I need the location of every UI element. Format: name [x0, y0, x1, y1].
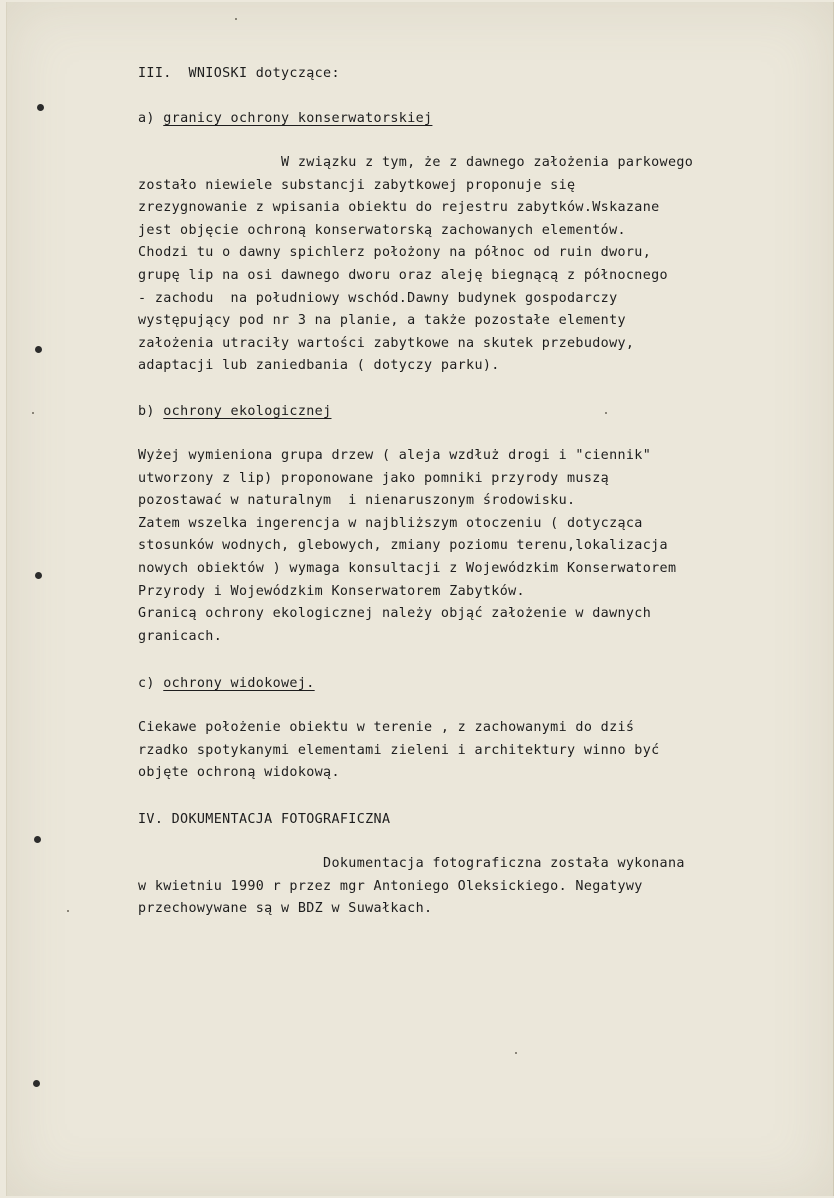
text-line: nowych obiektów ) wymaga konsultacji z Wojewódzkim Konserwatorem	[138, 560, 677, 576]
text-line: Granicą ochrony ekologicznej należy objąć założenie w dawnych	[138, 606, 652, 622]
text-line: grupę lip na osi dawnego dworu oraz aleję biegnącą z północnego	[138, 267, 668, 283]
binder-hole	[35, 346, 42, 353]
text-line: Zatem wszelka ingerencja w najbliższym otoczeniu ( dotycząca	[138, 515, 643, 531]
text-line: adaptacji lub zaniedbania ( dotyczy parku).	[138, 358, 500, 374]
subsection-a-prefix: a)	[138, 111, 164, 126]
text-line: jest objęcie ochroną konserwatorską zachowanych elementów.	[138, 222, 626, 238]
section-iv-heading: IV. DOKUMENTACJA FOTOGRAFICZNA	[138, 812, 391, 827]
document-page	[6, 2, 834, 1196]
paper-speck	[32, 412, 34, 414]
paper-speck	[515, 1052, 517, 1054]
subsection-b-body	[138, 445, 676, 648]
paper-speck	[67, 910, 69, 912]
text-line: zostało niewiele substancji zabytkowej proponuje się	[138, 177, 576, 193]
subsection-a-heading	[138, 108, 432, 131]
text-line: założenia utraciły wartości zabytkowe na skutek przebudowy,	[138, 335, 635, 351]
text-line: - zachodu na południowy wschód.Dawny budynek gospodarczy	[138, 290, 618, 306]
subsection-b-label: ochrony ekologicznej	[163, 404, 332, 419]
subsection-b-heading	[138, 401, 332, 424]
paper-speck	[235, 18, 237, 20]
binder-hole	[35, 572, 42, 579]
paper-speck	[605, 412, 607, 414]
binder-hole	[37, 104, 44, 111]
text-line: w kwietniu 1990 r przez mgr Antoniego Oleksickiego. Negatywy	[138, 878, 643, 894]
subsection-a-body	[138, 152, 693, 378]
text-line: przechowywane są w BDZ w Suwałkach.	[138, 901, 433, 917]
text-line: Wyżej wymieniona grupa drzew ( aleja wzdłuż drogi i "ciennik"	[138, 448, 652, 463]
subsection-a-label: granicy ochrony konserwatorskiej	[163, 111, 433, 126]
text-line: Chodzi tu o dawny spichlerz położony na północ od ruin dworu,	[138, 245, 652, 261]
subsection-c-body	[138, 717, 660, 785]
section-iii-heading: III. WNIOSKI dotyczące:	[138, 66, 340, 81]
text-line: stosunków wodnych, glebowych, zmiany poziomu terenu,lokalizacja	[138, 538, 668, 554]
text-line: Ciekawe położenie obiektu w terenie , z zachowanymi do dziś	[138, 720, 635, 735]
subsection-c-label: ochrony widokowej.	[163, 676, 315, 691]
text-line: Przyrody i Wojewódzkim Konserwatorem Zabytków.	[138, 583, 525, 599]
subsection-c-heading	[138, 673, 315, 696]
binder-hole	[33, 1080, 40, 1087]
text-line: występujący pod nr 3 na planie, a także pozostałe elementy	[138, 313, 626, 329]
binder-hole	[34, 836, 41, 843]
text-line: rzadko spotykanymi elementami zieleni i architektury winno być	[138, 742, 660, 758]
subsection-c-prefix: c)	[138, 676, 164, 691]
text-line: pozostawać w naturalnym i nienaruszonym środowisku.	[138, 493, 576, 509]
text-line: W związku z tym, że z dawnego założenia parkowego	[138, 155, 694, 170]
text-line: zrezygnowanie z wpisania obiektu do rejestru zabytków.Wskazane	[138, 200, 660, 216]
subsection-b-prefix: b)	[138, 404, 164, 419]
text-line: Dokumentacja fotograficzna została wykonana	[138, 856, 685, 871]
section-iv-body	[138, 853, 685, 921]
text-line: utworzony z lip) proponowane jako pomniki przyrody muszą	[138, 470, 610, 486]
text-line: granicach.	[138, 628, 223, 644]
text-line: objęte ochroną widokową.	[138, 765, 340, 781]
